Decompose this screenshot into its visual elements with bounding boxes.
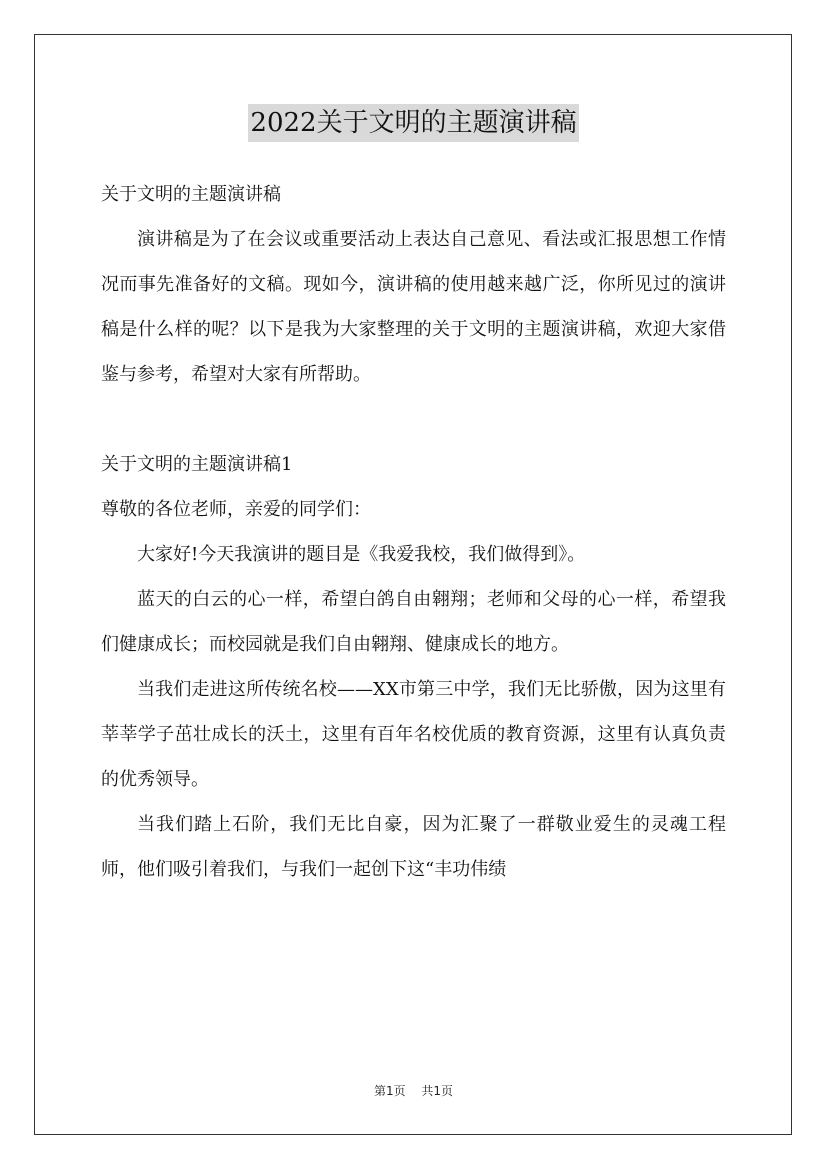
salutation: 尊敬的各位老师，亲爱的同学们： — [101, 499, 371, 520]
section-heading: 关于文明的主题演讲稿 — [101, 184, 281, 205]
body-paragraph: 当我们走进这所传统名校——XX市第三中学，我们无比骄傲，因为这里有莘莘学子茁壮成长的沃土，这里有百年名校优质的教育资源，这里有认真负责的优秀领导。 — [101, 679, 726, 790]
title-container — [0, 104, 827, 142]
page-footer — [0, 1082, 827, 1099]
body-paragraph: 蓝天的白云的心一样，希望白鸽自由翱翔；老师和父母的心一样，希望我们健康成长；而校园就是我们自由翱翔、健康成长的地方。 — [101, 589, 726, 655]
body-paragraph: 当我们踏上石阶，我们无比自豪，因为汇聚了一群敬业爱生的灵魂工程师，他们吸引着我们，与我们一起创下这“丰功伟绩 — [101, 814, 726, 880]
document-title: 2022关于文明的主题演讲稿 — [248, 104, 578, 142]
body-paragraph: 大家好!今天我演讲的题目是《我爱我校，我们做得到》。 — [137, 544, 586, 565]
intro-paragraph: 演讲稿是为了在会议或重要活动上表达自己意见、看法或汇报思想工作情况而事先准备好的文稿。现如今，演讲稿的使用越来越广泛，你所见过的演讲稿是什么样的呢？以下是我为大家整理的关于文明的主题演讲稿，欢迎大家借鉴与参考，希望对大家有所帮助。 — [101, 229, 726, 385]
speech-heading: 关于文明的主题演讲稿1 — [101, 454, 293, 475]
page-number: 第1页 — [373, 1084, 406, 1098]
document-body — [101, 172, 726, 892]
page-count: 共1页 — [421, 1084, 454, 1098]
